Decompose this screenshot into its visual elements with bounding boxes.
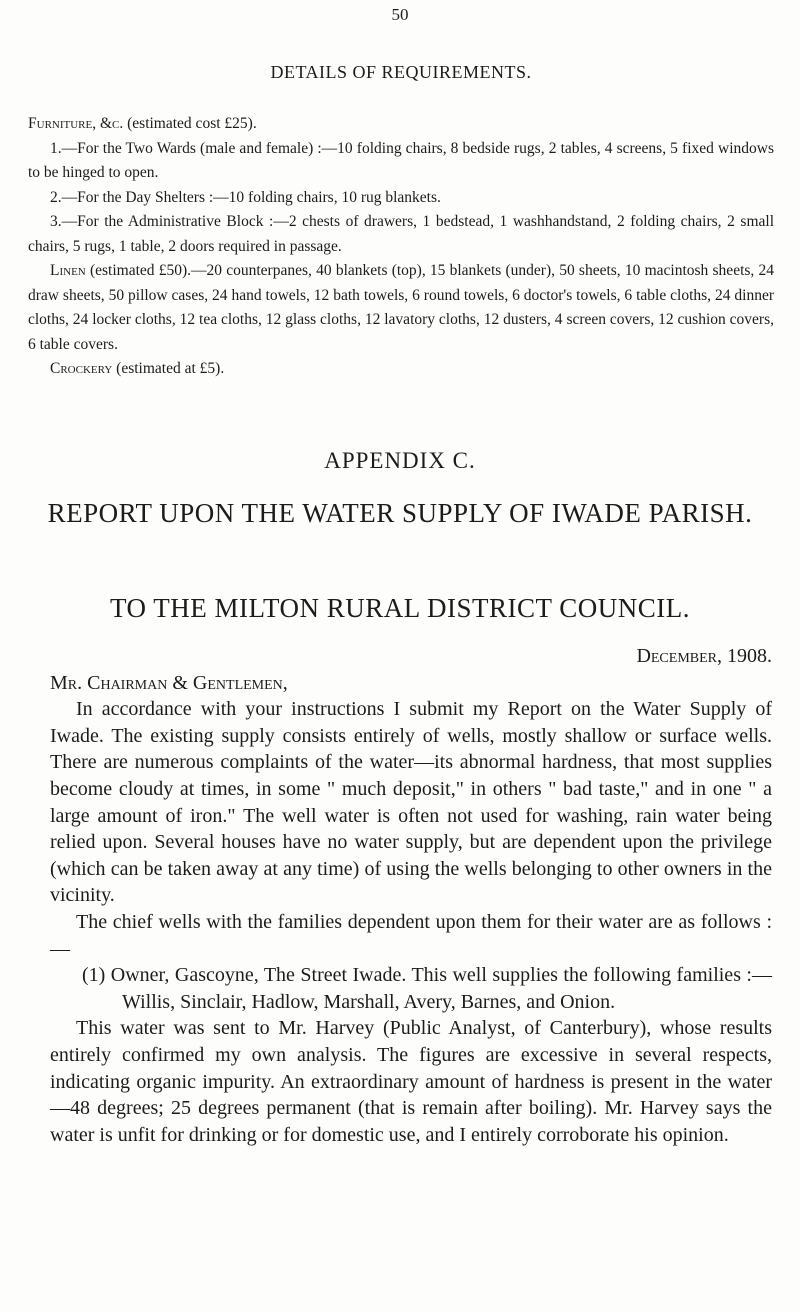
appendix-title: APPENDIX C. [324,448,476,473]
linen-text: (estimated £50).—20 counterpanes, 40 blankets (top), 15 blankets (under), 50 sheets, 10 macintosh sheets, 24 draw sheets, 50 pillow cases, 24 hand towels, 12 bath towels, 6 round towels, 6 doctor's towels, 6 table cloths, 24 dinner cloths, 24 locker cloths, 12 tea cloths, 12 glass cloths, 12 lavatory cloths, 12 dusters, 4 screen covers, 12 cushion covers, 6 table covers. [28,262,774,353]
report-paragraph-3: This water was sent to Mr. Harvey (Public Analyst, of Canterbury), whose results entirely confirmed my own analysis. The figures are excessive in several respects, indicating organic impurity. An extraordinary amount of hardness is present in the water—48 degrees; 25 degrees permanent (that is remain after boiling). Mr. Harvey says the water is unfit for drinking or for domestic use, and I entirely corroborate his opinion. [50,1017,772,1146]
furniture-cost: (estimated cost £25). [127,115,257,132]
salutation: Mr. Chairman & Gentlemen, [50,671,288,694]
furniture-label: Furniture, &c. [28,115,124,132]
crockery-text: (estimated at £5). [116,360,225,377]
furniture-item-1: 1.—For the Two Wards (male and female) :—10 folding chairs, 8 bedside rugs, 2 tables, 4 screens, 5 fixed windows to be hinged to open. [28,139,774,181]
crockery-paragraph [28,357,774,382]
linen-label: Linen [50,262,86,279]
report-date: December, 1908. [636,645,772,667]
report-paragraph-2: The chief wells with the families dependent upon them for their water are as follows :— [50,910,772,960]
crockery-label: Crockery [50,360,113,377]
furniture-item-2: 2.—For the Day Shelters :—10 folding chairs, 10 rug blankets. [50,188,441,206]
council-heading: TO THE MILTON RURAL DISTRICT COUNCIL. [109,593,691,623]
furniture-header [28,112,774,137]
report-letter [50,643,772,1148]
page-number: 50 [391,5,409,24]
requirements-heading: DETAILS OF REQUIREMENTS. [270,62,532,82]
furniture-item-3: 3.—For the Administrative Block :—2 chests of drawers, 1 bedstead, 1 washhandstand, 2 folding chairs, 2 small chairs, 5 rugs, 1 table, 2 doors required in passage. [28,213,774,255]
report-title: REPORT UPON THE WATER SUPPLY OF IWADE PARISH. [47,498,753,528]
requirements-section [28,62,774,382]
report-paragraph-1: In accordance with your instructions I submit my Report on the Water Supply of Iwade. The existing supply consists entirely of wells, mostly shallow or surface wells. There are numerous complaints of the water—its abnormal hardness, that most supplies become cloudy at times, in some " much deposit," in others " bad taste," and in one " a large amount of iron." The well water is often not used for washing, rain water being relied upon. Several houses have no water supply, but are dependent upon the privilege (which can be taken away at any time) of using the wells belonging to other owners in the vicinity. [50,698,772,907]
linen-paragraph [28,259,774,357]
well-list-item-1: (1) Owner, Gascoyne, The Street Iwade. This well supplies the following families :—Willis, Sinclair, Hadlow, Marshall, Avery, Barnes, and Onion. [82,964,772,1013]
